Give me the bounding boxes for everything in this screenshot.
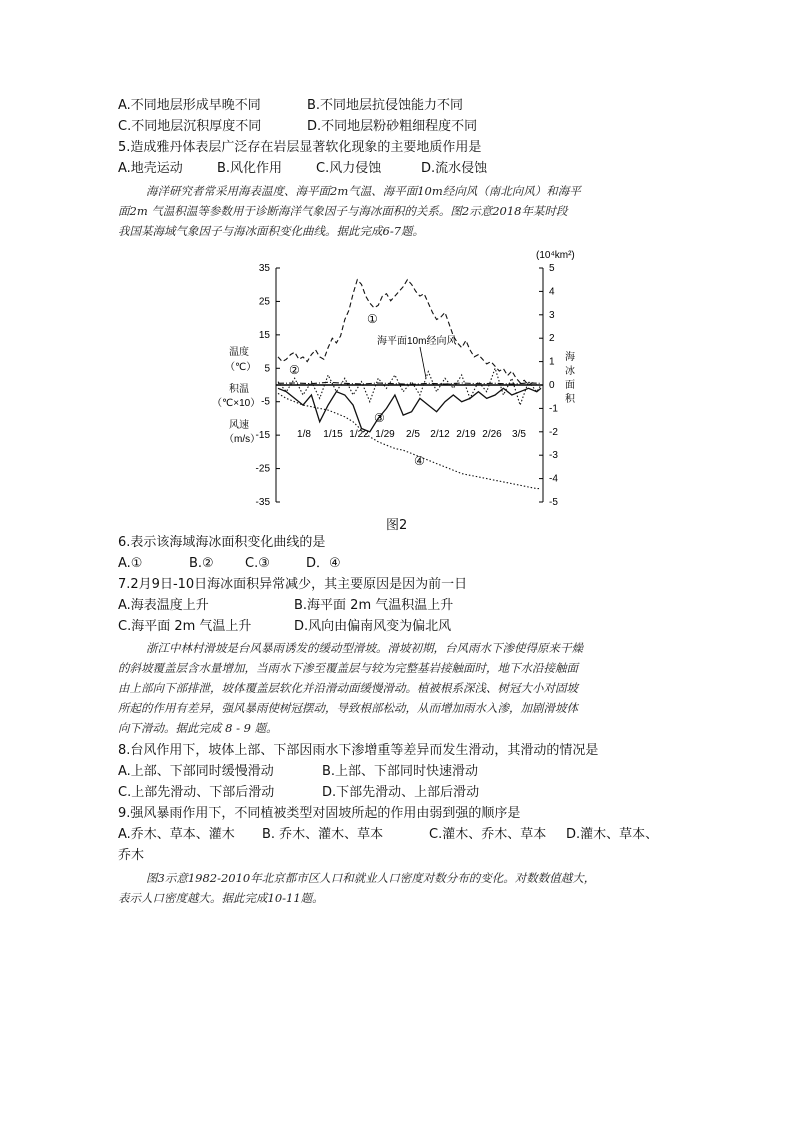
q6-option-b: B.② (189, 556, 214, 571)
right-tick-label: 3 (549, 309, 555, 321)
series-layer (278, 280, 541, 489)
intro-6-7-line2: 面2m 气温积温等参数用于诊断海洋气象因子与海冰面积的关系。图2示意2018年某时段 (118, 204, 568, 218)
q7-option-d: D.风向由偏南风变为偏北风 (294, 619, 452, 634)
q8-option-d: D.下部先滑动、上部后滑动 (322, 785, 480, 800)
intro-8-9 (118, 638, 678, 738)
intro-10-11-line2: 表示人口密度越大。据此完成10-11题。 (118, 891, 324, 905)
curve-label-3: ③ (374, 411, 385, 425)
q8-option-b: B.上部、下部同时快速滑动 (322, 764, 479, 779)
q4-option-b: B.不同地层抗侵蚀能力不同 (307, 98, 464, 113)
q7-option-a: A.海表温度上升 (118, 598, 209, 613)
q7-option-b: B.海平面 2m 气温积温上升 (294, 598, 454, 613)
q5-option-b: B.风化作用 (217, 161, 283, 176)
right-tick-label: 5 (549, 263, 555, 274)
right-tick-label: -3 (549, 450, 558, 462)
x-tick-label: 1/8 (297, 429, 311, 440)
q8-option-c: C.上部先滑动、下部后滑动 (118, 785, 275, 800)
right-tick-label: -2 (549, 426, 558, 438)
q6-option-d: D．④ (306, 556, 341, 571)
right-label-1: 海 (565, 352, 575, 363)
curve-label-4: ④ (414, 454, 425, 468)
q5-option-a: A.地壳运动 (118, 161, 183, 176)
left-tick-label: -25 (255, 463, 270, 475)
right-ticks (539, 263, 558, 508)
q6-option-c: C.③ (245, 556, 270, 571)
x-tick-label: 1/22 (349, 429, 369, 440)
figure-2-caption: 图2 (386, 518, 408, 533)
left-label-acc-unit: （℃×10） (212, 398, 261, 409)
x-tick-label: 1/29 (375, 429, 395, 440)
left-label-wind: 风速 (229, 420, 249, 431)
q5-option-d: D.流水侵蚀 (421, 161, 488, 176)
right-tick-label: 1 (549, 356, 555, 368)
series-line-2 (278, 382, 541, 384)
left-tick-label: 15 (258, 329, 270, 341)
q9-option-a: A.乔木、草本、灌木 (118, 827, 235, 842)
left-tick-label: -15 (255, 430, 270, 442)
left-label-temp-unit: （℃） (225, 362, 257, 373)
annotation-pointer (420, 347, 426, 378)
left-label-wind-unit: （m/s） (224, 434, 261, 445)
q6-option-a: A.① (118, 556, 143, 571)
x-tick-label: 1/15 (323, 429, 343, 440)
intro-8-9-line5: 向下滑动。据此完成 8 - 9 题。 (118, 721, 278, 735)
intro-6-7-line1: 海洋研究者常采用海表温度、海平面2m气温、海平面10m经向风（南北向风）和海平 (146, 184, 581, 198)
x-tick-label: 2/5 (406, 429, 420, 440)
q9-option-d: D.灌木、草本、 (566, 827, 659, 842)
q5-stem: 5.造成雅丹体表层广泛存在岩层显著软化现象的主要地质作用是 (118, 140, 482, 155)
left-tick-label: -35 (255, 497, 270, 508)
series-line-5 (278, 368, 541, 405)
left-tick-label: -5 (261, 396, 270, 408)
q9-option-b: B. 乔木、灌木、草本 (262, 827, 384, 842)
left-label-temp: 温度 (229, 347, 249, 358)
right-label-3: 面 (565, 380, 575, 391)
series-line-1 (278, 280, 541, 385)
right-tick-label: -5 (549, 497, 558, 508)
intro-10-11-line1: 图3示意1982-2010年北京都市区人口和就业人口密度对数分布的变化。对数数值越大， (146, 871, 596, 885)
left-tick-label: 35 (258, 263, 270, 274)
right-tick-label: -4 (549, 473, 558, 485)
q9-stem: 9.强风暴雨作用下，不同植被类型对固坡所起的作用由弱到强的顺序是 (118, 806, 521, 821)
left-tick-label: 5 (264, 363, 270, 375)
x-tick-label: 2/26 (482, 429, 502, 440)
intro-8-9-line3: 由上部向下部排泄，坡体覆盖层软化并沿滑动面缓慢滑动。植被根系深浅、树冠大小对固坡 (118, 681, 578, 695)
intro-8-9-line4: 所起的作用有差异，强风暴雨使树冠摆动，导致根部松动，从而增加雨水入渗，加剧滑坡体 (118, 701, 578, 715)
x-tick-label: 2/12 (430, 429, 450, 440)
left-tick-label: 25 (258, 296, 270, 308)
intro-10-11 (118, 868, 678, 908)
right-tick-label: 2 (549, 333, 555, 345)
q8-stem: 8.台风作用下，坡体上部、下部因雨水下渗增重等差异而发生滑动，其滑动的情况是 (118, 743, 599, 758)
q9-option-d-cont: 乔木 (118, 848, 145, 863)
annotation-meridional-wind: 海平面10m经向风 (377, 336, 457, 347)
q8-option-a: A.上部、下部同时缓慢滑动 (118, 764, 274, 779)
q9-option-c: C.灌木、乔木、草本 (429, 827, 547, 842)
right-unit: (10⁴km²) (536, 250, 575, 261)
right-tick-label: -1 (549, 403, 558, 415)
right-tick-label: 0 (549, 380, 555, 391)
series-line-4 (278, 393, 541, 488)
intro-6-7-line3: 我国某海域气象因子与海冰面积变化曲线。据此完成6-7题。 (118, 224, 425, 238)
q4-option-a: A.不同地层形成早晚不同 (118, 98, 261, 113)
intro-8-9-line2: 的斜坡覆盖层含水量增加，当雨水下渗至覆盖层与较为完整基岩接触面时，地下水沿接触面 (118, 661, 578, 675)
q7-stem: 7.2月9日-10日海冰面积异常减少，其主要原因是因为前一日 (118, 577, 468, 592)
intro-8-9-line1: 浙江中林村滑坡是台风暴雨诱发的缓动型滑坡。滑坡初期，台风雨水下渗使得原来干燥 (146, 641, 583, 655)
q7-option-c: C.海平面 2m 气温上升 (118, 619, 252, 634)
curve-label-1: ① (367, 312, 378, 326)
right-label-2: 冰 (565, 366, 575, 377)
x-tick-labels (297, 429, 526, 440)
q6-stem: 6.表示该海域海冰面积变化曲线的是 (118, 535, 326, 550)
q5-option-c: C.风力侵蚀 (316, 161, 382, 176)
right-tick-label: 4 (549, 286, 555, 298)
q4-option-c: C.不同地层沉积厚度不同 (118, 119, 262, 134)
right-label-4: 积 (565, 394, 575, 405)
curve-label-2: ② (289, 363, 300, 377)
left-label-acc: 积温 (229, 384, 249, 395)
x-tick-label: 2/19 (456, 429, 476, 440)
q4-option-d: D.不同地层粉砂粗细程度不同 (307, 119, 478, 134)
x-tick-label: 3/5 (512, 429, 526, 440)
